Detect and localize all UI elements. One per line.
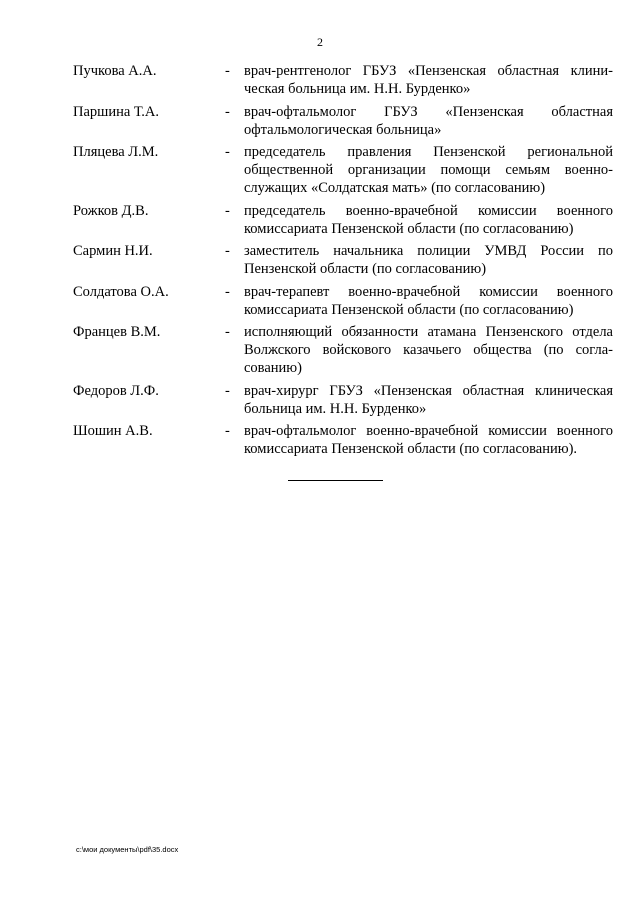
- member-row: [73, 422, 613, 458]
- member-name: Федоров Л.Ф.: [73, 382, 159, 399]
- member-dash: -: [225, 382, 230, 399]
- member-dash: -: [225, 144, 230, 160]
- member-position: председатель правления Пензенской региональной общественной организации помощи семьям военнослужащих «Солдатская мать» (по согласованию): [244, 144, 613, 196]
- member-position: исполняющий обязанности атамана Пензенского отдела Волжского войскового казачьего общества (по согласованию): [244, 324, 613, 376]
- commission-member-list: [73, 62, 613, 463]
- member-position: врач-офтальмолог ГБУЗ «Пензенская областная офтальмологическая больница»: [244, 103, 613, 138]
- member-dash: -: [225, 324, 230, 340]
- member-position: врач-рентгенолог ГБУЗ «Пензенская областная клиническая больница им. Н.Н. Бурденко»: [244, 63, 613, 97]
- member-name: Солдатова О.А.: [73, 283, 169, 300]
- member-row: [73, 103, 613, 139]
- end-of-list-divider: [288, 480, 383, 481]
- member-row: [73, 283, 613, 319]
- member-dash: -: [225, 423, 230, 439]
- member-row: [73, 382, 613, 418]
- member-position: врач-терапевт военно-врачебной комиссии военного комиссариата Пензенской области (по согласованию): [244, 283, 613, 318]
- member-dash: -: [225, 63, 230, 79]
- member-position: врач-офтальмолог военно-врачебной комиссии военного комиссариата Пензенской области (по согласованию).: [244, 423, 613, 457]
- member-dash: -: [225, 202, 230, 219]
- member-row: [73, 202, 613, 238]
- member-position: председатель военно-врачебной комиссии военного комиссариата Пензенской области (по согласованию): [244, 202, 613, 237]
- footer-file-path: c:\мои документы\pdf\35.docx: [76, 845, 179, 854]
- member-position: заместитель начальника полиции УМВД России по Пензенской области (по согласованию): [244, 243, 613, 277]
- member-row: [73, 323, 613, 377]
- page-number: 2: [317, 35, 323, 49]
- member-name: Сармин Н.И.: [73, 243, 153, 259]
- member-row: [73, 143, 613, 197]
- member-position: врач-хирург ГБУЗ «Пензенская областная клиническая больница им. Н.Н. Бурденко»: [244, 382, 613, 417]
- member-name: Паршина Т.А.: [73, 103, 160, 120]
- member-name: Пучкова А.А.: [73, 63, 157, 79]
- member-name: Шошин А.В.: [73, 423, 153, 439]
- member-dash: -: [225, 103, 230, 120]
- member-dash: -: [225, 283, 230, 300]
- member-row: [73, 62, 613, 98]
- member-row: [73, 242, 613, 278]
- member-name: Францев В.М.: [73, 324, 161, 340]
- member-name: Рожков Д.В.: [73, 202, 149, 219]
- member-name: Пляцева Л.М.: [73, 144, 159, 160]
- member-dash: -: [225, 243, 230, 259]
